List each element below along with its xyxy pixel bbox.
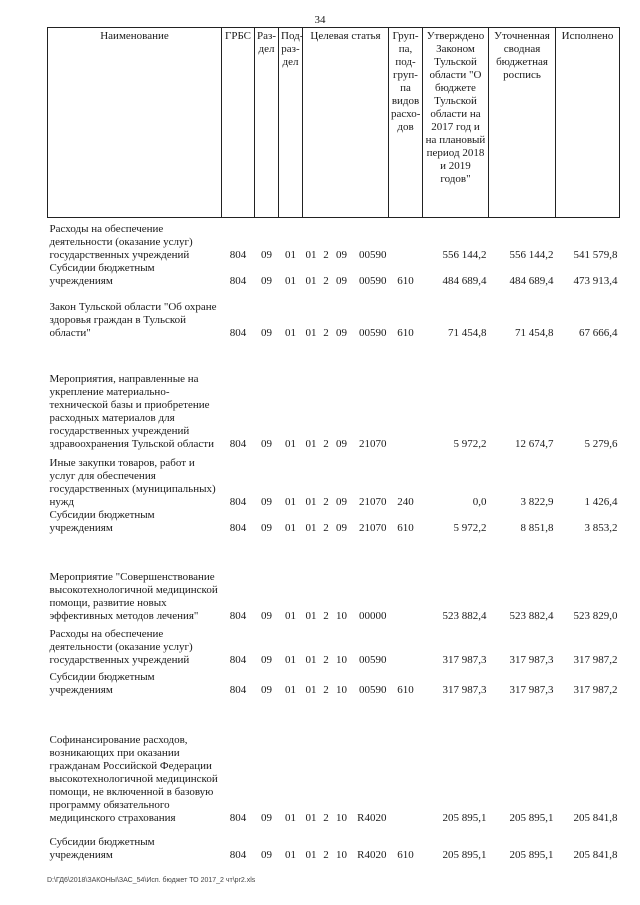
cell-refined: 317 987,3 bbox=[509, 653, 554, 666]
table-row bbox=[48, 451, 620, 509]
cell-t1: 01 bbox=[305, 811, 317, 824]
cell-t1: 01 bbox=[305, 653, 317, 666]
cell-grbs: 804 bbox=[229, 811, 247, 824]
cell-approved: 205 895,1 bbox=[442, 811, 487, 824]
cell-t2: 2 bbox=[323, 521, 329, 534]
header-name: Наименование bbox=[48, 28, 222, 218]
header-target: Целевая статья bbox=[303, 28, 389, 218]
cell-group bbox=[389, 697, 423, 825]
cell-t2: 2 bbox=[323, 437, 329, 450]
cell-group bbox=[389, 535, 423, 623]
cell-subsection: 01 bbox=[285, 683, 296, 696]
cell-section: 09 bbox=[261, 811, 272, 824]
table-row bbox=[48, 825, 620, 862]
cell-section: 09 bbox=[261, 653, 272, 666]
table-row bbox=[48, 535, 620, 623]
cell-section: 09 bbox=[261, 495, 272, 508]
table-row bbox=[48, 262, 620, 288]
cell-subsection: 01 bbox=[285, 326, 296, 339]
cell-section: 09 bbox=[261, 848, 272, 861]
cell-executed: 541 579,8 bbox=[573, 248, 618, 261]
cell-name: Субсидии бюджетным учреждениям bbox=[49, 261, 155, 287]
cell-t2: 2 bbox=[323, 811, 329, 824]
cell-executed: 317 987,2 bbox=[573, 653, 618, 666]
header-group: Груп-па, под-груп-па видов расхо-дов bbox=[389, 28, 423, 218]
cell-subsection: 01 bbox=[285, 437, 296, 450]
cell-t2: 2 bbox=[323, 248, 329, 261]
cell-refined: 205 895,1 bbox=[509, 848, 554, 861]
cell-subsection: 01 bbox=[285, 609, 296, 622]
cell-name: Закон Тульской области "Об охране здоровья граждан в Тульской области" bbox=[49, 300, 217, 339]
cell-name: Субсидии бюджетным учреждениям bbox=[49, 670, 155, 696]
cell-t1: 01 bbox=[305, 683, 317, 696]
cell-t3: 09 bbox=[336, 274, 347, 287]
cell-executed: 1 426,4 bbox=[584, 495, 618, 508]
cell-approved: 5 972,2 bbox=[453, 521, 487, 534]
cell-name: Расходы на обеспечение деятельности (оказание услуг) государственных учреждений bbox=[49, 627, 193, 666]
header-approved: Утверждено Законом Тульской области "О бюджете Тульской области на 2017 год и на плановый период 2018 и 2019 годов" bbox=[423, 28, 489, 218]
cell-approved: 0,0 bbox=[472, 495, 487, 508]
cell-refined: 484 689,4 bbox=[509, 274, 554, 287]
cell-t1: 01 bbox=[305, 521, 317, 534]
cell-executed: 317 987,2 bbox=[573, 683, 618, 696]
cell-approved: 556 144,2 bbox=[442, 248, 487, 261]
cell-t1: 01 bbox=[305, 495, 317, 508]
cell-group: 610 bbox=[397, 848, 414, 861]
cell-executed: 473 913,4 bbox=[573, 274, 618, 287]
cell-executed: 205 841,8 bbox=[573, 811, 618, 824]
cell-grbs: 804 bbox=[229, 683, 247, 696]
file-path-footer: D:\ГД6\2018\ЗАКОНЫ\ЗАС_54\Исп. бюджет ТО 2017_2 чт\pr2.xls bbox=[47, 877, 256, 884]
cell-refined: 317 987,3 bbox=[509, 683, 554, 696]
cell-t4: 00590 bbox=[359, 326, 387, 339]
cell-section: 09 bbox=[261, 683, 272, 696]
cell-name: Мероприятия, направленные на укрепление материально-технической базы и приобретение расходных материалов для государственных учреждений здравоохранения Тульской области bbox=[49, 372, 214, 450]
cell-executed: 523 829,0 bbox=[573, 609, 618, 622]
cell-refined: 556 144,2 bbox=[509, 248, 554, 261]
cell-group: 610 bbox=[397, 521, 414, 534]
cell-t2: 2 bbox=[323, 609, 329, 622]
cell-refined: 205 895,1 bbox=[509, 811, 554, 824]
cell-refined: 8 851,8 bbox=[520, 521, 554, 534]
cell-group: 610 bbox=[397, 326, 414, 339]
table-row bbox=[48, 509, 620, 535]
cell-t2: 2 bbox=[323, 848, 329, 861]
cell-approved: 71 454,8 bbox=[448, 326, 487, 339]
cell-approved: 484 689,4 bbox=[442, 274, 487, 287]
cell-section: 09 bbox=[261, 437, 272, 450]
cell-grbs: 804 bbox=[229, 848, 247, 861]
table-row bbox=[48, 218, 620, 262]
cell-t2: 2 bbox=[323, 495, 329, 508]
budget-table bbox=[47, 27, 620, 862]
header-refined: Уточненная сводная бюджетная роспись bbox=[489, 28, 556, 218]
cell-t1: 01 bbox=[305, 248, 317, 261]
cell-t3: 10 bbox=[336, 609, 347, 622]
cell-group bbox=[389, 623, 423, 667]
cell-t4: 00000 bbox=[359, 609, 387, 622]
cell-grbs: 804 bbox=[229, 609, 247, 622]
cell-t3: 10 bbox=[336, 683, 347, 696]
cell-t2: 2 bbox=[323, 274, 329, 287]
cell-refined: 523 882,4 bbox=[509, 609, 554, 622]
cell-group: 610 bbox=[397, 683, 414, 696]
cell-approved: 523 882,4 bbox=[442, 609, 487, 622]
cell-approved: 5 972,2 bbox=[453, 437, 487, 450]
cell-approved: 205 895,1 bbox=[442, 848, 487, 861]
cell-t3: 09 bbox=[336, 248, 347, 261]
cell-subsection: 01 bbox=[285, 811, 296, 824]
cell-grbs: 804 bbox=[229, 437, 247, 450]
cell-t2: 2 bbox=[323, 326, 329, 339]
cell-t3: 10 bbox=[336, 653, 347, 666]
cell-subsection: 01 bbox=[285, 248, 296, 261]
header-section: Раз-дел bbox=[255, 28, 279, 218]
cell-grbs: 804 bbox=[229, 653, 247, 666]
cell-name: Расходы на обеспечение деятельности (оказание услуг) государственных учреждений bbox=[49, 222, 193, 261]
table-row bbox=[48, 340, 620, 451]
cell-group: 240 bbox=[397, 495, 414, 508]
cell-t3: 10 bbox=[336, 848, 347, 861]
cell-t1: 01 bbox=[305, 437, 317, 450]
cell-name: Субсидии бюджетным учреждениям bbox=[49, 835, 155, 861]
cell-approved: 317 987,3 bbox=[442, 683, 487, 696]
header-subsection: Под-раз-дел bbox=[279, 28, 303, 218]
cell-t2: 2 bbox=[323, 653, 329, 666]
cell-t3: 09 bbox=[336, 437, 347, 450]
cell-grbs: 804 bbox=[229, 274, 247, 287]
cell-executed: 3 853,2 bbox=[584, 521, 618, 534]
table-row bbox=[48, 288, 620, 340]
cell-group bbox=[389, 218, 423, 262]
cell-section: 09 bbox=[261, 609, 272, 622]
cell-t1: 01 bbox=[305, 326, 317, 339]
table-row bbox=[48, 667, 620, 697]
cell-subsection: 01 bbox=[285, 495, 296, 508]
page-number: 34 bbox=[314, 14, 326, 26]
cell-subsection: 01 bbox=[285, 848, 296, 861]
cell-section: 09 bbox=[261, 274, 272, 287]
cell-name: Субсидии бюджетным учреждениям bbox=[49, 508, 155, 534]
cell-t4: 00590 bbox=[359, 248, 387, 261]
cell-approved: 317 987,3 bbox=[442, 653, 487, 666]
cell-t4: 21070 bbox=[359, 437, 387, 450]
header-executed: Исполнено bbox=[556, 28, 620, 218]
cell-name: Иные закупки товаров, работ и услуг для обеспечения государственных (муниципальных) нужд bbox=[49, 456, 216, 508]
cell-t1: 01 bbox=[305, 274, 317, 287]
cell-t4: 00590 bbox=[359, 274, 387, 287]
cell-grbs: 804 bbox=[229, 248, 247, 261]
cell-grbs: 804 bbox=[229, 326, 247, 339]
cell-subsection: 01 bbox=[285, 274, 296, 287]
cell-t4: R4020 bbox=[357, 811, 387, 824]
cell-executed: 5 279,6 bbox=[584, 437, 618, 450]
cell-group bbox=[389, 340, 423, 451]
cell-refined: 3 822,9 bbox=[520, 495, 554, 508]
cell-executed: 67 666,4 bbox=[579, 326, 618, 339]
cell-executed: 205 841,8 bbox=[573, 848, 618, 861]
cell-t4: 00590 bbox=[359, 653, 387, 666]
cell-t3: 09 bbox=[336, 521, 347, 534]
cell-section: 09 bbox=[261, 521, 272, 534]
cell-t3: 09 bbox=[336, 326, 347, 339]
table-row bbox=[48, 623, 620, 667]
cell-t4: R4020 bbox=[357, 848, 387, 861]
cell-group: 610 bbox=[397, 274, 414, 287]
cell-subsection: 01 bbox=[285, 521, 296, 534]
table-header-row bbox=[48, 28, 620, 218]
cell-t1: 01 bbox=[305, 848, 317, 861]
cell-refined: 71 454,8 bbox=[515, 326, 554, 339]
cell-t4: 21070 bbox=[359, 521, 387, 534]
cell-refined: 12 674,7 bbox=[515, 437, 554, 450]
cell-t2: 2 bbox=[323, 683, 329, 696]
cell-t3: 09 bbox=[336, 495, 347, 508]
cell-section: 09 bbox=[261, 248, 272, 261]
cell-grbs: 804 bbox=[229, 495, 247, 508]
cell-name: Софинансирование расходов, возникающих при оказании гражданам Российской Федерации высокотехнологичной медицинской помощи, не включенной в базовую программу обязательного медицинского страхования bbox=[49, 733, 218, 824]
header-grbs: ГРБС bbox=[222, 28, 255, 218]
cell-t4: 00590 bbox=[359, 683, 387, 696]
cell-t3: 10 bbox=[336, 811, 347, 824]
cell-t1: 01 bbox=[305, 609, 317, 622]
cell-name: Мероприятие "Совершенствование высокотехнологичной медицинской помощи, развитие новых эффективных методов лечения" bbox=[49, 570, 218, 622]
cell-t4: 21070 bbox=[359, 495, 387, 508]
cell-section: 09 bbox=[261, 326, 272, 339]
cell-subsection: 01 bbox=[285, 653, 296, 666]
cell-grbs: 804 bbox=[229, 521, 247, 534]
table-row bbox=[48, 697, 620, 825]
